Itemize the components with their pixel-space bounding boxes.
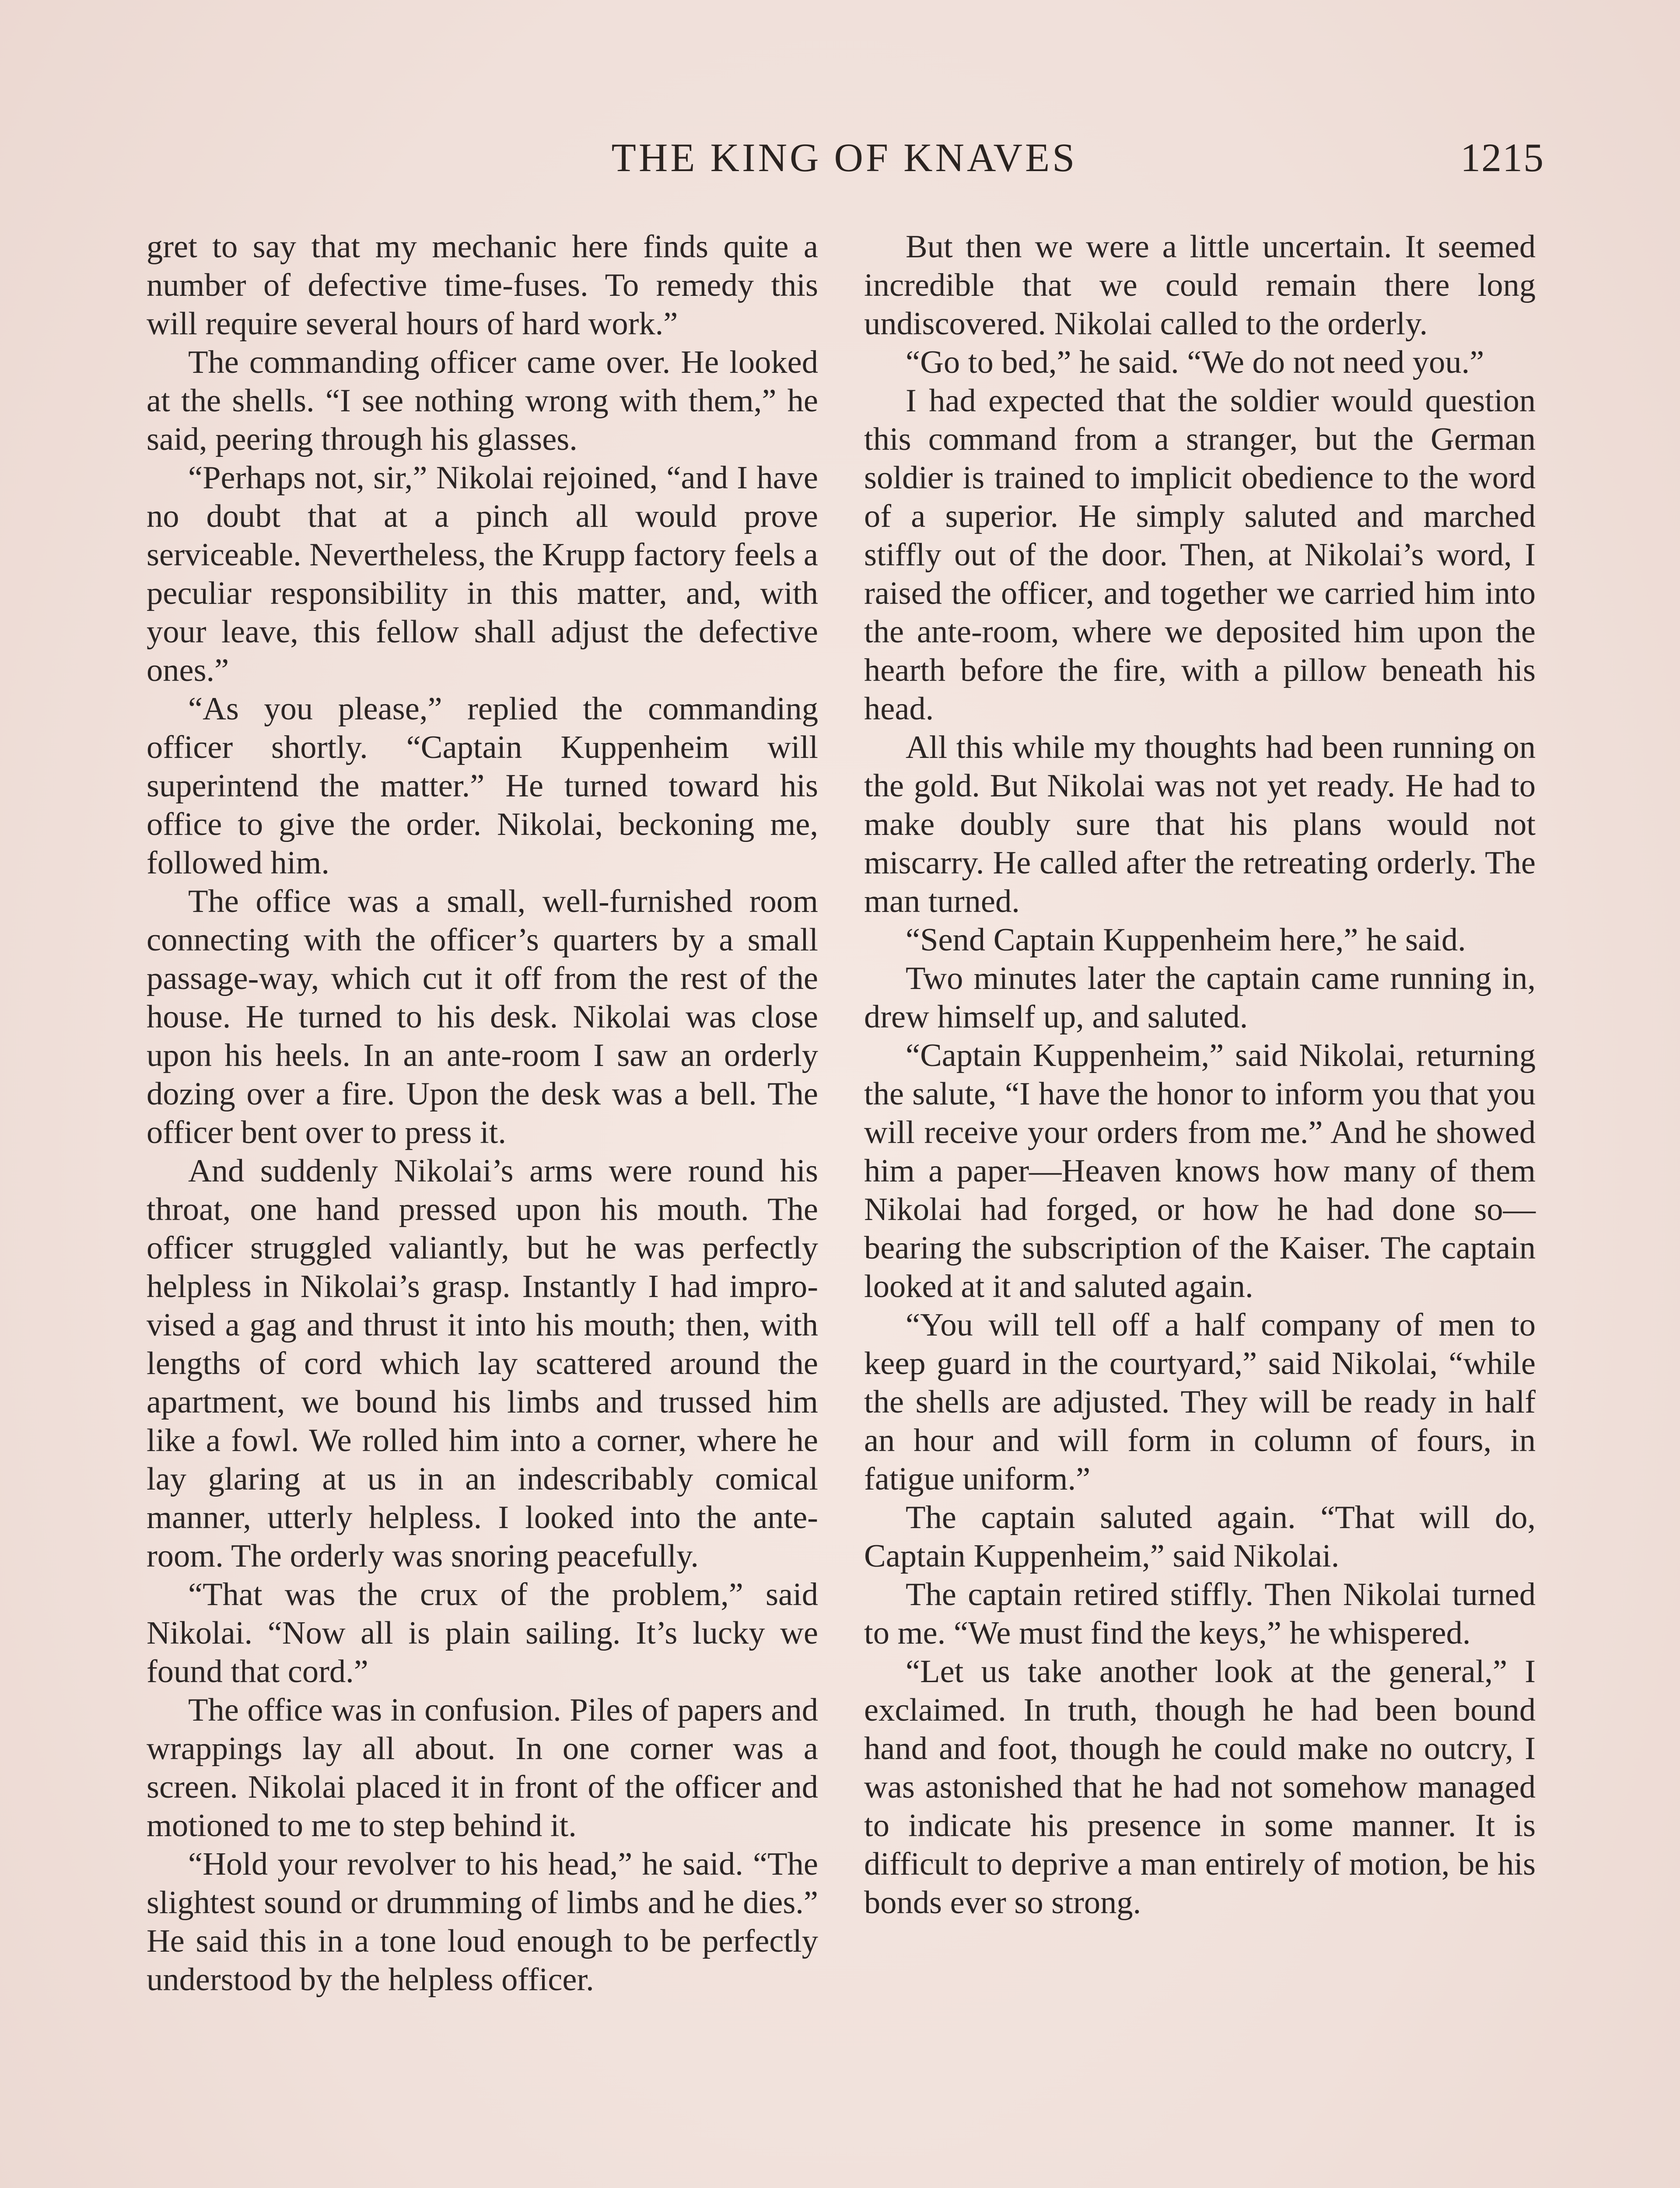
paragraph: I had expected that the soldier would question this command from a stranger, but the German soldier is trained to implicit obedience to the word of a superior. He simply saluted and marched stiffly out of the door. Then, at Nikolai’s word, I raised the officer, and together we carried him into the ante-room, where we deposited him upon the hearth before the fire, with a pillow beneath his head. xyxy=(864,383,1536,727)
page-number: 1215 xyxy=(1460,135,1544,180)
page-header xyxy=(144,131,1544,184)
paragraph: Two minutes later the captain came running in, drew himself up, and saluted. xyxy=(864,961,1536,1035)
paragraph: But then we were a little uncertain. It seemed incredible that we could remain there long undiscovered. Nikolai called to the orderly. xyxy=(864,229,1536,342)
paragraph: “As you please,” replied the commanding officer shortly. “Captain Kuppenheim will superintend the matter.” He turned toward his office to give the order. Nikolai, beckoning me, followed him. xyxy=(147,691,818,881)
paragraph: “Let us take another look at the general,” I exclaimed. In truth, though he had been bound hand and foot, though he could make no outcry, I was astonished that he had not somehow managed to indicate his presence in some manner. It is difficult to deprive a man entirely of motion, be his bonds ever so strong. xyxy=(864,1654,1536,1921)
paragraph: “Hold your revolver to his head,” he said. “The slightest sound or drumming of limbs and he dies.” He said this in a tone loud enough to be perfectly understood by the helpless officer. xyxy=(147,1846,818,1998)
paragraph: The captain saluted again. “That will do, Captain Kuppenheim,” said Nikolai. xyxy=(864,1500,1536,1574)
paragraph: “That was the crux of the problem,” said Nikolai. “Now all is plain sailing. It’s lucky we found that cord.” xyxy=(147,1577,818,1690)
right-column xyxy=(864,228,1536,1922)
paragraph: “Captain Kuppenheim,” said Nikolai, returning the salute, “I have the honor to inform you that you will receive your orders from me.” And he showed him a paper—Heaven knows how many of them Nikolai had forged, or how he had done so—bearing the subscription of the Kaiser. The captain looked at it and saluted again. xyxy=(864,1038,1536,1304)
paragraph: The office was in confusion. Piles of papers and wrappings lay all about. In one corner was a screen. Nikolai placed it in front of the officer and motioned to me to step behind it. xyxy=(147,1692,818,1844)
paragraph: “Go to bed,” he said. “We do not need you.” xyxy=(906,344,1484,380)
paragraph: gret to say that my mechanic here finds quite a number of defective time-fuses. To remedy this will require several hours of hard work.” xyxy=(147,229,818,342)
left-column xyxy=(147,228,818,1999)
paragraph: The captain retired stiffly. Then Nikolai turned to me. “We must find the keys,” he whispered. xyxy=(864,1577,1536,1651)
paragraph: “Perhaps not, sir,” Nikolai rejoined, “and I have no doubt that at a pinch all would prove serviceable. Nevertheless, the Krupp factory feels a peculiar responsibility in this matter, and, with your leave, this fellow shall adjust the defective ones.” xyxy=(147,460,818,688)
running-title: THE KING OF KNAVES xyxy=(611,135,1078,180)
paragraph: The office was a small, well-furnished room connecting with the officer’s quarters by a small passage-way, which cut it off from the rest of the house. He turned to his desk. Nikolai was close upon his heels. In an ante-room I saw an orderly dozing over a fire. Upon the desk was a bell. The officer bent over to press it. xyxy=(147,884,818,1150)
paragraph: The commanding officer came over. He looked at the shells. “I see nothing wrong with them,” he said, peering through his glasses. xyxy=(147,344,818,457)
paragraph: “You will tell off a half company of men to keep guard in the courtyard,” said Nikolai, “while the shells are adjusted. They will be ready in half an hour and will form in column of fours, in fatigue uniform.” xyxy=(864,1307,1536,1497)
paragraph: All this while my thoughts had been running on the gold. But Nikolai was not yet ready. He had to make doubly sure that his plans would not miscarry. He called after the retreating orderly. The man turned. xyxy=(864,729,1536,919)
paragraph: And suddenly Nikolai’s arms were round his throat, one hand pressed upon his mouth. The officer struggled valiantly, but he was perfectly helpless in Nikolai’s grasp. Instantly I had improvised a gag and thrust it into his mouth; then, with lengths of cord which lay scattered around the apartment, we bound his limbs and trussed him like a fowl. We rolled him into a corner, where he lay glaring at us in an indescribably comical manner, utterly helpless. I looked into the ante-room. The orderly was snoring peacefully. xyxy=(147,1153,818,1574)
paragraph: “Send Captain Kuppenheim here,” he said. xyxy=(906,922,1466,958)
